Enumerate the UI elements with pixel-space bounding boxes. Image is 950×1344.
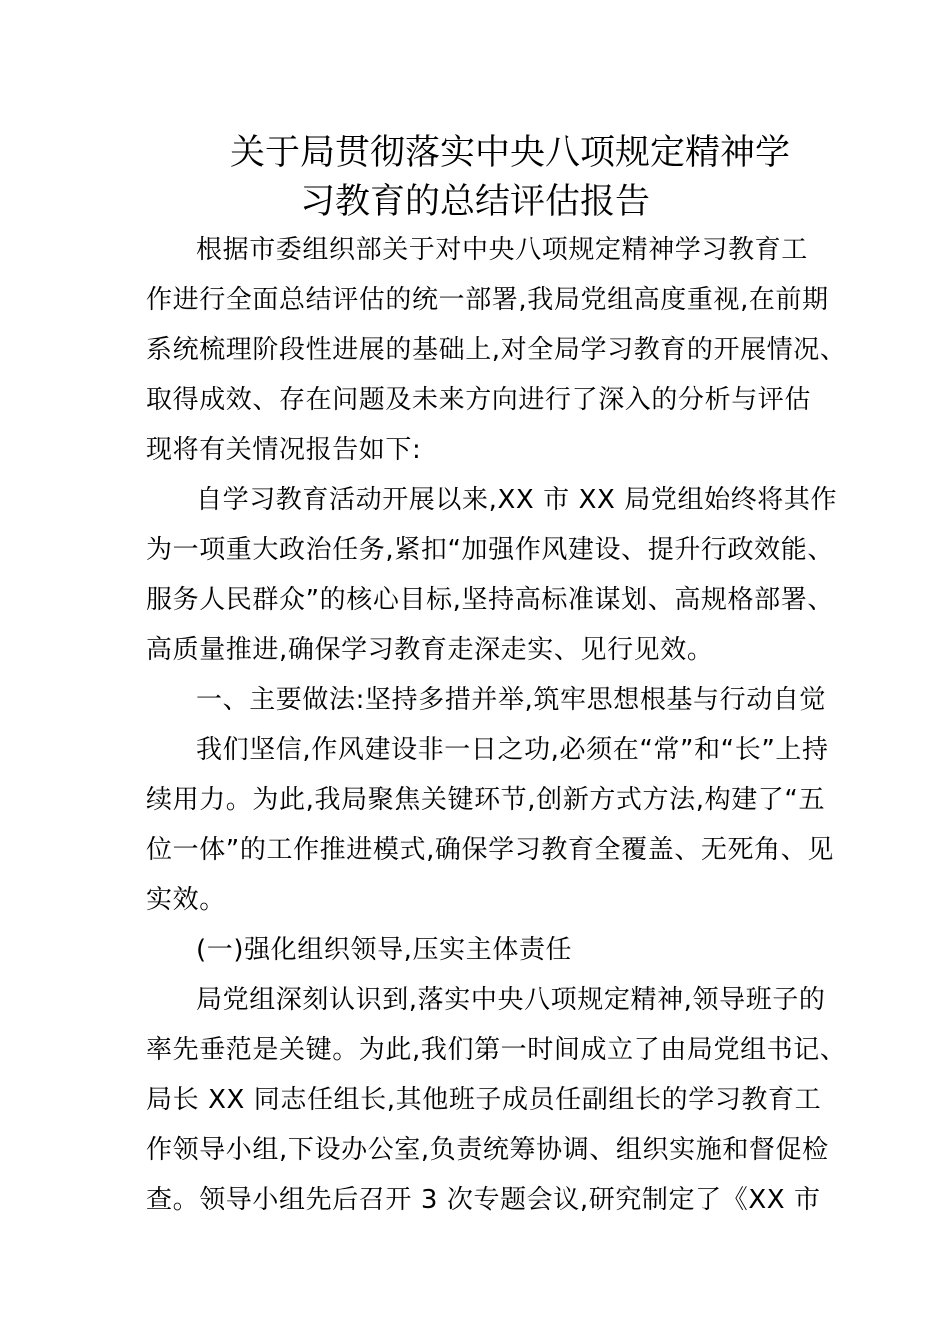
paragraph-line: 我们坚信,作风建设非一日之功,必须在“常”和“长”上持 (196, 735, 829, 765)
document-title-line-2: 习教育的总结评估报告 (300, 182, 651, 222)
paragraph-line: 实效。 (146, 885, 226, 915)
paragraph-line: 续用力。为此,我局聚焦关键环节,创新方式方法,构建了“五 (146, 785, 826, 815)
paragraph-line: 局党组深刻认识到,落实中央八项规定精神,领导班子的 (196, 985, 826, 1015)
paragraph-line: 作进行全面总结评估的统一部署,我局党组高度重视,在前期 (146, 285, 829, 315)
paragraph-line: 高质量推进,确保学习教育走深走实、见行见效。 (146, 635, 714, 665)
document-title-line-1: 关于局贯彻落实中央八项规定精神学 (230, 133, 791, 173)
paragraph-line: 服务人民群众”的核心目标,坚持高标准谋划、高规格部署、 (146, 585, 834, 615)
paragraph-line: 局长 XX 同志任组长,其他班子成员任副组长的学习教育工 (146, 1085, 822, 1115)
paragraph-line: 自学习教育活动开展以来,XX 市 XX 局党组始终将其作 (196, 485, 838, 515)
paragraph-line: 率先垂范是关键。为此,我们第一时间成立了由局党组书记、 (146, 1035, 847, 1065)
paragraph-line: 取得成效、存在问题及未来方向进行了深入的分析与评估 (146, 385, 812, 415)
subsection-heading: (一)强化组织领导,压实主体责任 (196, 935, 573, 965)
paragraph-line: 作领导小组,下设办公室,负责统筹协调、组织实施和督促检 (146, 1135, 829, 1165)
paragraph-line: 系统梳理阶段性进展的基础上,对全局学习教育的开展情况、 (146, 335, 847, 365)
section-heading: 一、主要做法:坚持多措并举,筑牢思想根基与行动自觉 (196, 685, 827, 715)
paragraph-line: 为一项重大政治任务,紧扣“加强作风建设、提升行政效能、 (146, 535, 834, 565)
paragraph-line: 现将有关情况报告如下: (146, 435, 422, 465)
paragraph-line: 位一体”的工作推进模式,确保学习教育全覆盖、无死角、见 (146, 835, 834, 865)
paragraph-line: 根据市委组织部关于对中央八项规定精神学习教育工 (196, 235, 808, 265)
paragraph-line: 查。领导小组先后召开 3 次专题会议,研究制定了《XX 市 (146, 1185, 821, 1215)
